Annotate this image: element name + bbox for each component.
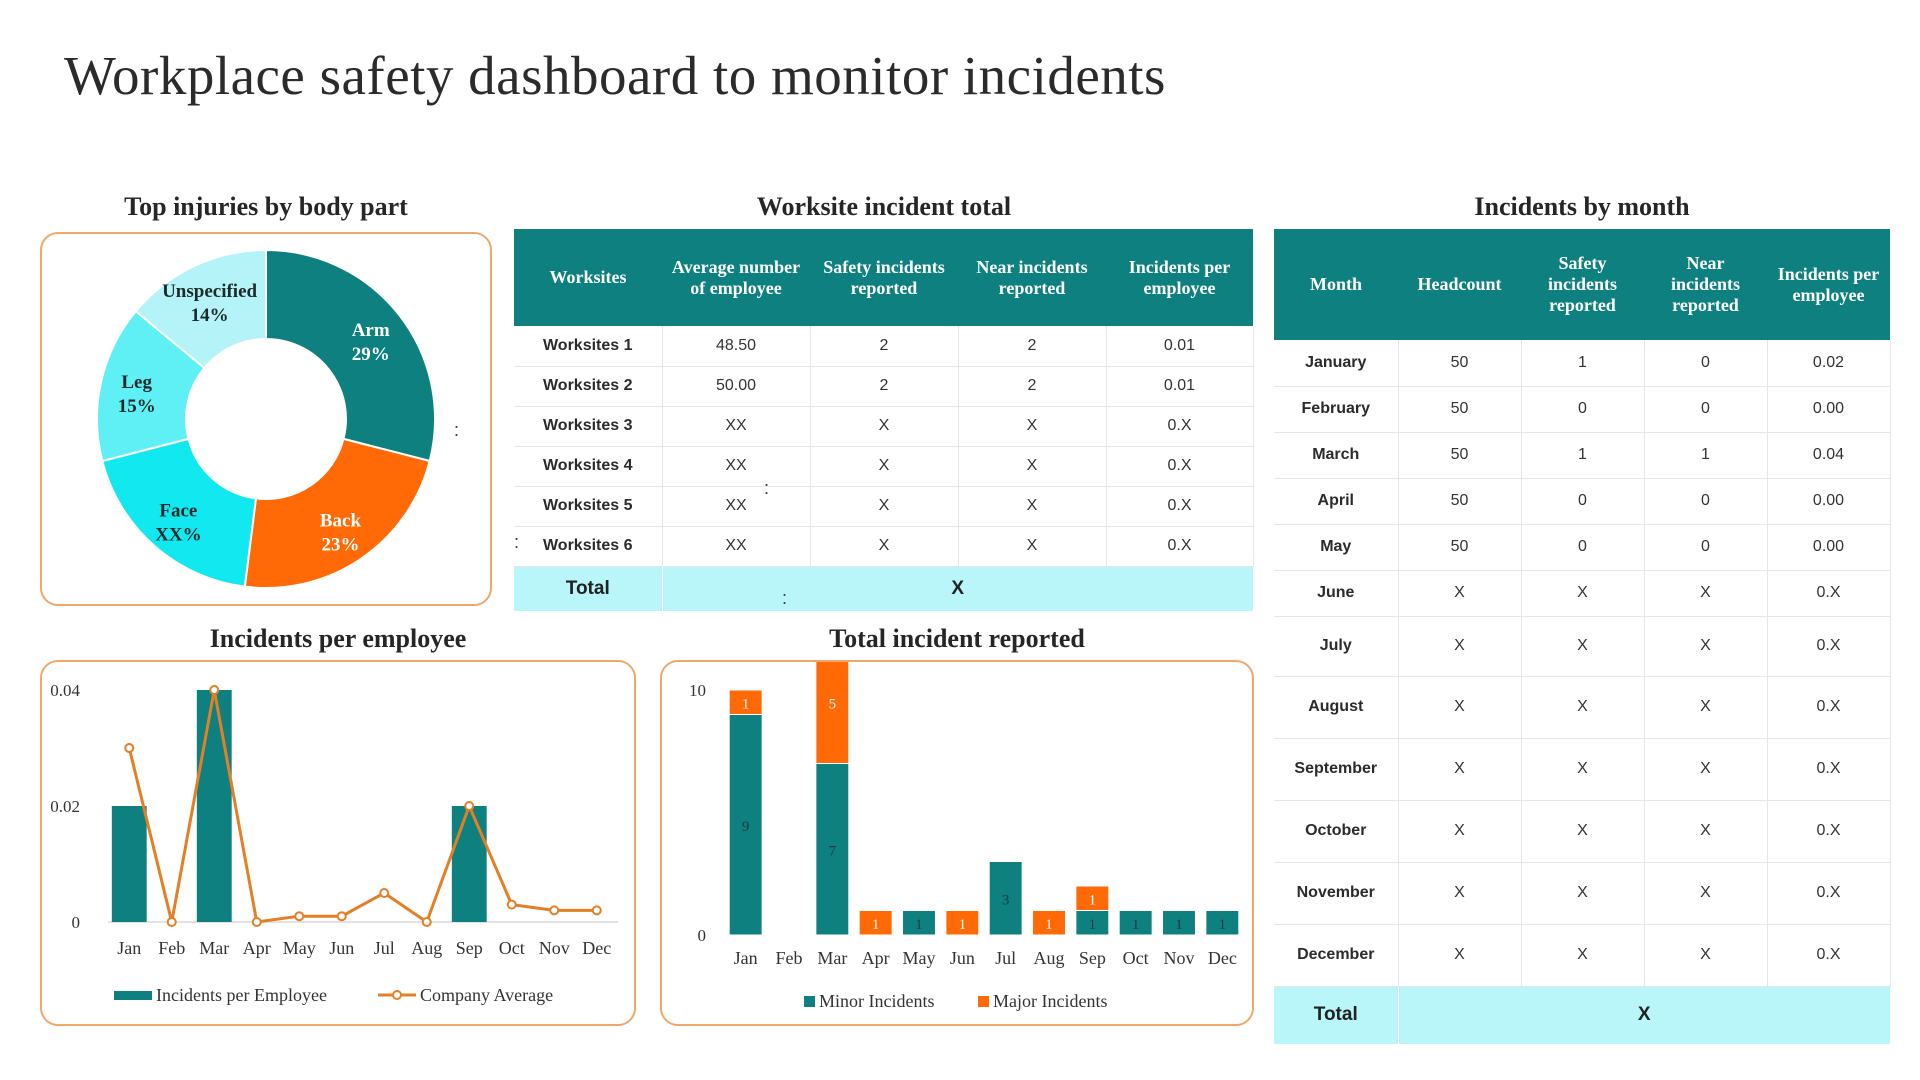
per-employee-chart: [42, 662, 634, 1024]
table-cell: 0.00: [1767, 478, 1890, 524]
x-tick-label: Mar: [817, 948, 848, 968]
bar: [197, 690, 232, 922]
donut-value: 15%: [117, 396, 156, 418]
table-cell: X: [1521, 862, 1644, 924]
table-cell: X: [1644, 570, 1767, 616]
x-tick-label: Sep: [1078, 948, 1106, 968]
table-cell: X: [1521, 616, 1644, 676]
bar-major: [816, 662, 849, 764]
table-cell: XX: [662, 526, 810, 566]
table-row: [514, 326, 1253, 366]
table-cell: 0.X: [1767, 924, 1890, 986]
stray-dot: :: [782, 588, 788, 608]
row-label: September: [1274, 738, 1398, 800]
total-value: X: [662, 566, 1253, 611]
y-tick-label: 10: [689, 681, 706, 700]
table-cell: 2: [810, 366, 958, 406]
table-cell: X: [1398, 616, 1521, 676]
bar-label: 1: [958, 916, 967, 933]
bar: [112, 806, 147, 922]
x-tick-label: Aug: [411, 938, 443, 958]
table-cell: X: [1398, 738, 1521, 800]
col-header: Safety incidents reported: [810, 229, 958, 326]
col-header: Incidents per employee: [1106, 229, 1253, 326]
total-row: [514, 566, 1253, 611]
table-cell: 0: [1521, 386, 1644, 432]
bar-label: 1: [1175, 916, 1183, 933]
bar: [452, 806, 487, 922]
row-label: Worksites 3: [514, 406, 662, 446]
average-point: [338, 912, 346, 920]
donut-value: 23%: [321, 534, 360, 556]
table-cell: 50: [1398, 524, 1521, 570]
worksite-title: Worksite incident total: [756, 192, 1012, 221]
total-label: Total: [514, 566, 662, 611]
x-tick-label: Sep: [455, 938, 483, 958]
table-cell: X: [958, 446, 1106, 486]
table-cell: 2: [810, 326, 958, 366]
table-cell: 0.X: [1106, 486, 1253, 526]
table-cell: X: [810, 446, 958, 486]
x-tick-label: Feb: [158, 938, 186, 958]
table-cell: 48.50: [662, 326, 810, 366]
x-tick-label: Oct: [498, 938, 525, 958]
table-cell: XX: [662, 486, 810, 526]
bar-label: 1: [1088, 892, 1097, 909]
table-cell: X: [1644, 616, 1767, 676]
y-tick-label: 0: [71, 913, 80, 932]
stray-dot: :: [514, 532, 520, 552]
table-row: [1274, 386, 1890, 432]
bar-label: 1: [1131, 916, 1140, 933]
table-cell: 1: [1644, 432, 1767, 478]
table-cell: X: [958, 526, 1106, 566]
x-tick-label: Feb: [775, 948, 803, 968]
table-cell: X: [1644, 676, 1767, 738]
table-cell: 0.00: [1767, 386, 1890, 432]
bar-label: 1: [871, 916, 880, 933]
table-cell: X: [1521, 800, 1644, 862]
bar-label: 1: [1045, 916, 1053, 933]
row-label: May: [1274, 524, 1398, 570]
table-row: [1274, 800, 1890, 862]
x-tick-label: Jan: [733, 948, 758, 968]
row-label: July: [1274, 616, 1398, 676]
table-cell: 0: [1644, 386, 1767, 432]
donut-title: Top injuries by body part: [124, 192, 408, 221]
table-row: [514, 446, 1253, 486]
table-cell: X: [1398, 570, 1521, 616]
table-cell: X: [1398, 800, 1521, 862]
table-cell: 0.X: [1106, 446, 1253, 486]
x-tick-label: Dec: [1207, 948, 1237, 968]
table-row: [514, 486, 1253, 526]
table-cell: 50: [1398, 478, 1521, 524]
table-cell: X: [810, 526, 958, 566]
bar-label: 1: [1218, 916, 1227, 933]
row-label: March: [1274, 432, 1398, 478]
legend-swatch-bar: [114, 991, 152, 1000]
average-point: [508, 901, 516, 909]
table-cell: 2: [958, 366, 1106, 406]
table-cell: 0.X: [1106, 406, 1253, 446]
donut-panel: [40, 232, 492, 606]
table-cell: 1: [1521, 340, 1644, 386]
table-cell: 0.04: [1767, 432, 1890, 478]
table-row: [1274, 478, 1890, 524]
table-cell: 0.X: [1767, 676, 1890, 738]
table-cell: 2: [958, 326, 1106, 366]
donut-label: Back: [319, 510, 362, 532]
bar-label: 9: [741, 818, 750, 835]
table-row: [1274, 570, 1890, 616]
table-cell: X: [810, 406, 958, 446]
legend-label: Incidents per Employee: [156, 985, 327, 1005]
donut-label: Face: [159, 500, 198, 522]
legend-swatch-major: [978, 996, 989, 1007]
donut-slice-arm: [266, 250, 435, 461]
table-cell: 0.01: [1106, 326, 1253, 366]
table-cell: 0.X: [1767, 800, 1890, 862]
table-row: [514, 366, 1253, 406]
table-cell: X: [1398, 862, 1521, 924]
table-cell: 0.X: [1106, 526, 1253, 566]
total-value: X: [1398, 986, 1890, 1044]
donut-value: XX%: [155, 524, 202, 546]
donut-value: 29%: [351, 343, 390, 365]
total-reported-chart: [662, 662, 1252, 1024]
table-cell: X: [1521, 570, 1644, 616]
table-cell: 0: [1644, 478, 1767, 524]
col-header: Near incidents reported: [958, 229, 1106, 326]
row-label: February: [1274, 386, 1398, 432]
col-header: Safety incidents reported: [1521, 229, 1644, 340]
x-tick-label: Nov: [538, 938, 570, 958]
x-tick-label: Jul: [995, 948, 1017, 968]
bar-label: 5: [828, 696, 837, 713]
average-point: [593, 906, 601, 914]
x-tick-label: Dec: [582, 938, 612, 958]
table-cell: 0.X: [1767, 738, 1890, 800]
row-label: August: [1274, 676, 1398, 738]
donut-value: 14%: [190, 305, 229, 327]
table-cell: X: [1644, 924, 1767, 986]
donut-label: Leg: [121, 372, 152, 394]
x-tick-label: Aug: [1033, 948, 1065, 968]
col-header: Month: [1274, 229, 1398, 340]
col-header: Near incidents reported: [1644, 229, 1767, 340]
table-cell: XX: [662, 446, 810, 486]
row-label: December: [1274, 924, 1398, 986]
table-cell: 50: [1398, 340, 1521, 386]
monthly-title: Incidents by month: [1474, 192, 1690, 221]
col-header: Worksites: [514, 229, 662, 326]
x-tick-label: Jun: [949, 948, 975, 968]
average-point: [423, 918, 431, 926]
table-cell: X: [1644, 800, 1767, 862]
table-cell: 0.02: [1767, 340, 1890, 386]
x-tick-label: May: [902, 948, 936, 968]
table-row: [1274, 524, 1890, 570]
row-label: June: [1274, 570, 1398, 616]
table-cell: 50.00: [662, 366, 810, 406]
table-cell: X: [958, 406, 1106, 446]
stray-dot: :: [454, 420, 460, 440]
table-cell: 0.00: [1767, 524, 1890, 570]
worksite-table: [514, 229, 1254, 611]
table-cell: 50: [1398, 432, 1521, 478]
legend-swatch-point: [393, 991, 401, 999]
x-tick-label: May: [282, 938, 316, 958]
col-header: Average number of employee: [662, 229, 810, 326]
table-cell: 0.01: [1106, 366, 1253, 406]
table-cell: X: [1398, 676, 1521, 738]
row-label: Worksites 4: [514, 446, 662, 486]
average-point: [210, 686, 218, 694]
table-cell: X: [958, 486, 1106, 526]
average-point: [168, 918, 176, 926]
bar-label: 3: [1001, 892, 1010, 909]
total-label: Total: [1274, 986, 1398, 1044]
total-row: [1274, 986, 1890, 1044]
average-point: [465, 802, 473, 810]
table-cell: X: [810, 486, 958, 526]
table-row: [514, 526, 1253, 566]
table-cell: X: [1644, 738, 1767, 800]
per-employee-panel: [40, 660, 636, 1026]
legend-label: Major Incidents: [993, 991, 1108, 1011]
row-label: November: [1274, 862, 1398, 924]
table-cell: XX: [662, 406, 810, 446]
table-cell: 0.X: [1767, 570, 1890, 616]
bar-label: 1: [741, 696, 750, 713]
x-tick-label: Jan: [117, 938, 142, 958]
total-reported-panel: [660, 660, 1254, 1026]
table-cell: 1: [1521, 432, 1644, 478]
table-row: [1274, 738, 1890, 800]
row-label: Worksites 1: [514, 326, 662, 366]
row-label: Worksites 2: [514, 366, 662, 406]
donut-label: Arm: [351, 319, 390, 341]
average-point: [295, 912, 303, 920]
x-tick-label: Apr: [861, 948, 890, 968]
average-point: [550, 906, 558, 914]
x-tick-label: Apr: [242, 938, 271, 958]
table-cell: 0: [1521, 478, 1644, 524]
legend-swatch-minor: [804, 996, 815, 1007]
x-tick-label: Nov: [1163, 948, 1195, 968]
table-cell: 0.X: [1767, 616, 1890, 676]
row-label: April: [1274, 478, 1398, 524]
table-cell: X: [1521, 738, 1644, 800]
average-point: [253, 918, 261, 926]
average-point: [380, 889, 388, 897]
row-label: October: [1274, 800, 1398, 862]
legend-label: Company Average: [420, 985, 554, 1005]
y-tick-label: 0.02: [50, 797, 80, 816]
col-header: Incidents per employee: [1767, 229, 1890, 340]
bar-label: 1: [1088, 916, 1097, 933]
table-row: [514, 406, 1253, 446]
table-cell: 0.X: [1767, 862, 1890, 924]
table-cell: X: [1521, 676, 1644, 738]
bar-label: 7: [828, 843, 837, 860]
table-cell: X: [1644, 862, 1767, 924]
average-point: [125, 744, 133, 752]
row-label: Worksites 6: [514, 526, 662, 566]
table-cell: 0: [1521, 524, 1644, 570]
x-tick-label: Mar: [199, 938, 230, 958]
table-row: [1274, 340, 1890, 386]
donut-label: Unspecified: [162, 281, 258, 303]
table-cell: X: [1398, 924, 1521, 986]
table-cell: 0: [1644, 340, 1767, 386]
x-tick-label: Oct: [1122, 948, 1149, 968]
bar-label: 1: [915, 916, 923, 933]
table-row: [1274, 676, 1890, 738]
monthly-table: [1274, 229, 1891, 1044]
table-cell: 0: [1644, 524, 1767, 570]
y-tick-label: 0.04: [50, 681, 80, 700]
donut-chart: [42, 234, 490, 604]
page-title: Workplace safety dashboard to monitor incidents: [64, 45, 1166, 106]
x-tick-label: Jul: [373, 938, 395, 958]
stray-dot: :: [764, 478, 770, 498]
table-row: [1274, 924, 1890, 986]
table-row: [1274, 432, 1890, 478]
table-row: [1274, 616, 1890, 676]
total-reported-title: Total incident reported: [829, 624, 1085, 653]
legend-label: Minor Incidents: [819, 991, 935, 1011]
table-cell: 50: [1398, 386, 1521, 432]
per-employee-title: Incidents per employee: [209, 624, 467, 653]
y-tick-label: 0: [697, 926, 706, 945]
table-row: [1274, 862, 1890, 924]
row-label: Worksites 5: [514, 486, 662, 526]
x-tick-label: Jun: [329, 938, 355, 958]
row-label: January: [1274, 340, 1398, 386]
col-header: Headcount: [1398, 229, 1521, 340]
table-cell: X: [1521, 924, 1644, 986]
